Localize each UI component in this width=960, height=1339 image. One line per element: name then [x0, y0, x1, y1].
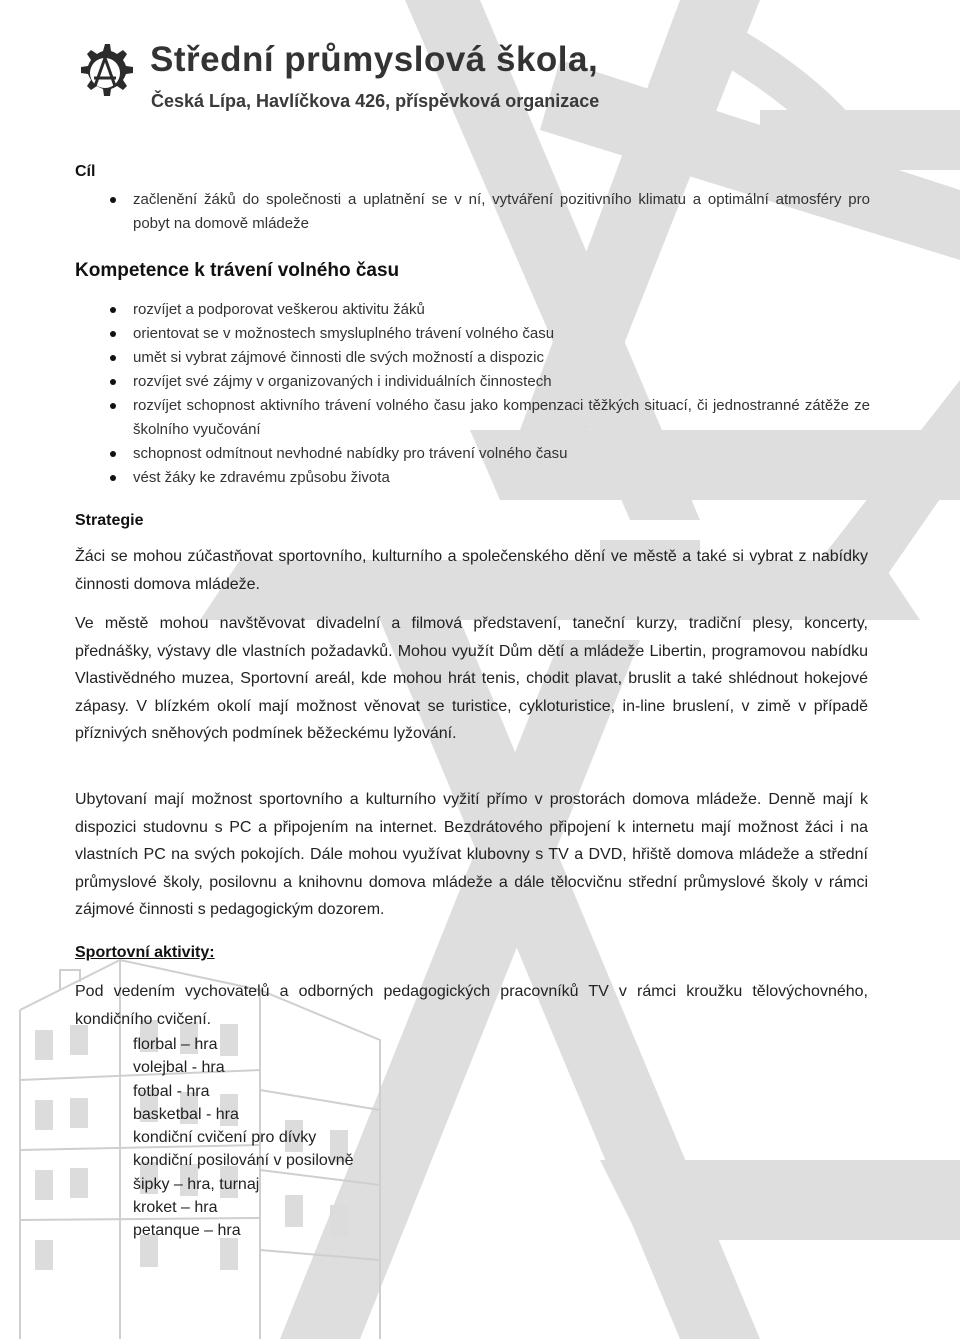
kompetence-heading: Kompetence k trávení volného času: [75, 260, 400, 281]
list-item: volejbal - hra: [133, 1059, 225, 1077]
sport-heading: Sportovní aktivity:: [75, 944, 215, 961]
list-item: vést žáky ke zdravému způsobu života: [110, 466, 870, 490]
strategie-paragraph: Žáci se mohou zúčastňovat sportovního, kulturního a společenského dění ve městě a také si vybrat z nabídky činnosti domova mládeže.: [75, 548, 868, 593]
list-item: šipky – hra, turnaj: [133, 1175, 260, 1193]
strategie-paragraph: Ubytovaní mají možnost sportovního a kulturního vyžití přímo v prostorách domova mládeže. Denně mají k dispozici studovnu s PC a připojením na internet. Bezdrátového připojení k internetu mají možnost žáci i na vlastních PC na svých pokojích. Dále mohou využívat klubovny s TV a DVD, hřiště domova mládeže a střední průmyslové školy, posilovnu a knihovnu domova mládeže a dále tělocvičnu střední průmyslové školy v rámci zájmové činnosti s pedagogickým dozorem.: [75, 791, 868, 918]
list-item: kondiční cvičení pro dívky: [133, 1129, 317, 1147]
strategie-heading: Strategie: [75, 512, 144, 529]
list-item: orientovat se v možnostech smysluplného trávení volného času: [110, 322, 870, 346]
cil-heading: Cíl: [75, 163, 96, 180]
list-item: fotbal - hra: [133, 1082, 210, 1100]
school-name: Střední průmyslová škola,: [150, 40, 599, 79]
gear-compass-logo-icon: [70, 40, 140, 110]
school-subtitle: Česká Lípa, Havlíčkova 426, příspěvková organizace: [151, 91, 600, 111]
list-item: začlenění žáků do společnosti a uplatnění se v ní, vytváření pozitivního klimatu a optimální atmosféry pro pobyt na domově mládeže: [110, 188, 870, 236]
list-item: schopnost odmítnout nevhodné nabídky pro trávení volného času: [110, 442, 870, 466]
list-item: rozvíjet své zájmy v organizovaných i individuálních činnostech: [110, 370, 870, 394]
kompetence-list: [110, 298, 870, 490]
cil-list: [110, 188, 870, 236]
list-item: kroket – hra: [133, 1199, 218, 1217]
list-item: kondiční posilování v posilovně: [133, 1152, 354, 1170]
list-item: basketbal - hra: [133, 1105, 239, 1123]
sport-list: [133, 1033, 354, 1243]
list-item: rozvíjet schopnost aktivního trávení volného času jako kompenzaci těžkých situací, či jednostranné zátěže ze školního vyučování: [110, 394, 870, 442]
school-header: [70, 36, 600, 120]
list-item: florbal – hra: [133, 1036, 218, 1053]
sport-intro: Pod vedením vychovatelů a odborných pedagogických pracovníků TV v rámci kroužku tělovýchovného, kondičního cvičení.: [75, 983, 868, 1028]
list-item: rozvíjet a podporovat veškerou aktivitu žáků: [110, 298, 870, 322]
strategie-paragraph: Ve městě mohou navštěvovat divadelní a filmová představení, taneční kurzy, tradiční plesy, koncerty, přednášky, výstavy dle vlastních požadavků. Mohou využít Dům dětí a mládeže Libertin, programovou nabídku Vlastivědného muzea, Sportovní areál, kde mohou hrát tenis, chodit plavat, bruslit a také shlédnout hokejové zápasy. V blízkém okolí mají možnost věnovat se turistice, cykloturistice, in-line bruslení, v zimě v případě příznivých sněhových podmínek běžeckému lyžování.: [75, 615, 868, 742]
list-item: umět si vybrat zájmové činnosti dle svých možností a dispozic: [110, 346, 870, 370]
list-item: petanque – hra: [133, 1222, 241, 1240]
